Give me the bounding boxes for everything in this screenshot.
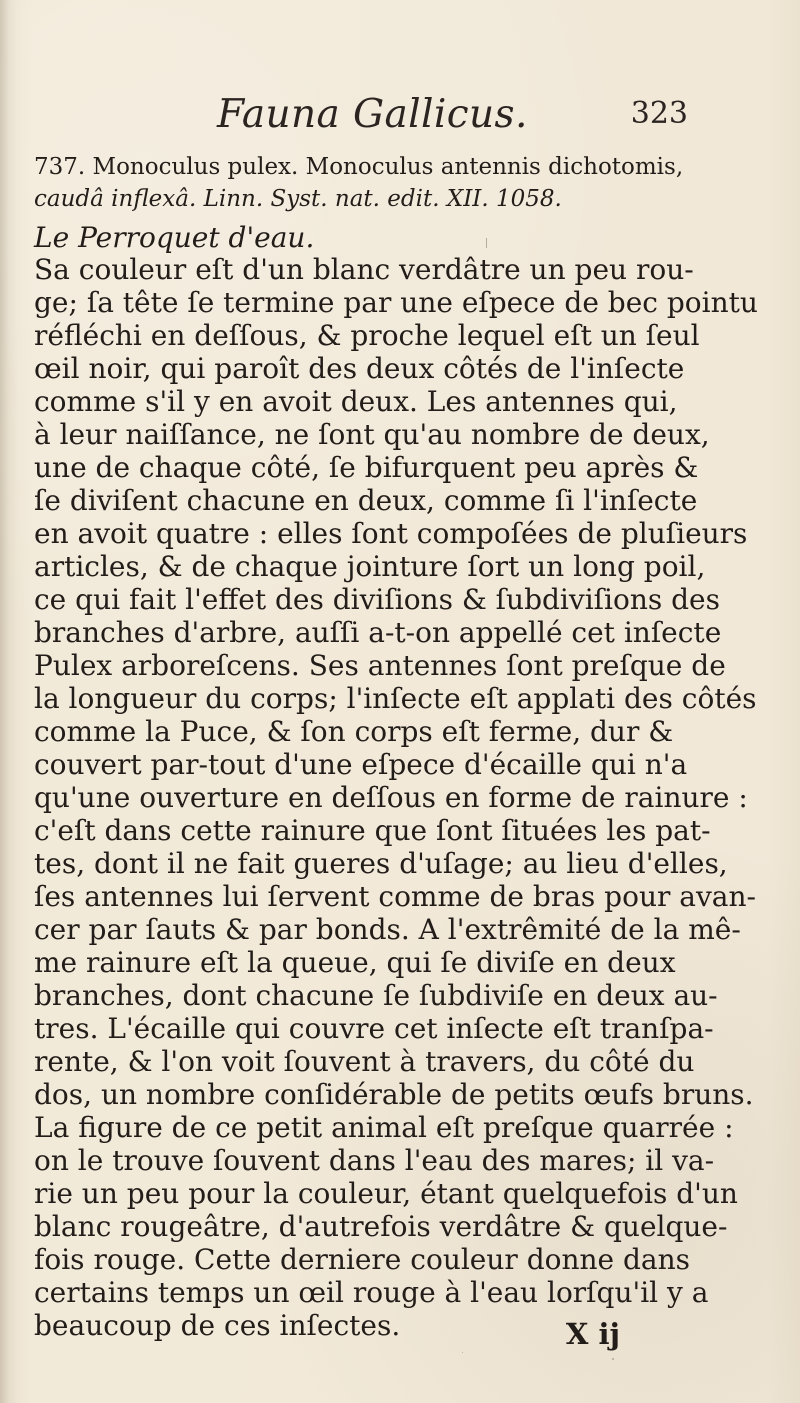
text-line-29: rie un peu pour la couleur, étant quelquefois d'un xyxy=(34,1177,738,1210)
text-line-25: rente, & l'on voit ſouvent à travers, du côté du xyxy=(34,1045,695,1078)
text-line-23: branches, dont chacune ſe ſubdiviſe en deux au- xyxy=(34,979,718,1012)
text-line-24: tres. L'écaille qui couvre cet inſecte eſt tranſpa- xyxy=(34,1012,714,1045)
entry-line-1: 737. Monoculus pulex. Monoculus antennis dichotomis, xyxy=(34,154,684,180)
text-line-2: ge; ſa tête ſe termine par une eſpece de bec pointu xyxy=(34,286,758,319)
text-line-19: tes, dont il ne fait gueres d'uſage; au lieu d'elles, xyxy=(34,847,728,880)
text-line-17: qu'une ouverture en deſſous en forme de rainure : xyxy=(34,781,748,814)
entry-line-2: caudâ inflexâ. Linn. Syst. nat. edit. XII. 1058. xyxy=(34,186,562,212)
text-line-22: me rainure eſt la queue, qui ſe diviſe en deux xyxy=(34,946,676,979)
text-line-3: réfléchi en deſſous, & proche lequel eſt un ſeul xyxy=(34,319,700,352)
paper-speck xyxy=(612,1358,614,1360)
entry-heading: Le Perroquet d'eau. xyxy=(34,221,315,254)
page-header xyxy=(0,92,800,142)
text-line-32: certains temps un œil rouge à l'eau lorſqu'il y a xyxy=(34,1276,709,1309)
text-line-10: articles, & de chaque jointure ſort un long poil, xyxy=(34,550,706,583)
text-line-28: on le trouve ſouvent dans l'eau des mares; il va- xyxy=(34,1144,715,1177)
text-line-15: comme la Puce, & ſon corps eſt ferme, dur & xyxy=(34,715,674,748)
page-number: 323 xyxy=(630,96,688,131)
text-line-31: fois rouge. Cette derniere couleur donne dans xyxy=(34,1243,691,1276)
text-line-4: œil noir, qui paroît des deux côtés de l'inſecte xyxy=(34,352,685,385)
text-line-26: dos, un nombre conſidérable de petits œufs bruns. xyxy=(34,1078,754,1111)
text-line-18: c'eſt dans cette rainure que ſont ſituées les pat- xyxy=(34,814,711,847)
text-line-8: ſe diviſent chacune en deux, comme ſi l'inſecte xyxy=(34,484,698,517)
text-line-16: couvert par-tout d'une eſpece d'écaille qui n'a xyxy=(34,748,688,781)
text-line-13: Pulex arboreſcens. Ses antennes ſont preſque de xyxy=(34,649,726,682)
text-line-1: Sa couleur eſt d'un blanc verdâtre un peu rou- xyxy=(34,253,694,286)
running-title: Fauna Gallicus. xyxy=(217,92,528,137)
gutter-shadow xyxy=(0,0,18,1403)
text-line-7: une de chaque côté, ſe bifurquent peu après & xyxy=(34,451,699,484)
ink-mark xyxy=(486,238,487,248)
text-line-20: ſes antennes lui ſervent comme de bras pour avan- xyxy=(34,880,756,913)
text-line-12: branches d'arbre, auſſi a-t-on appellé cet inſecte xyxy=(34,616,722,649)
text-line-5: comme s'il y en avoit deux. Les antennes qui, xyxy=(34,385,678,418)
text-line-6: à leur naiſſance, ne ſont qu'au nombre de deux, xyxy=(34,418,710,451)
text-line-27: La figure de ce petit animal eſt preſque quarrée : xyxy=(34,1111,734,1144)
catchword: X ij xyxy=(565,1317,620,1351)
text-line-9: en avoit quatre : elles ſont compoſées de pluſieurs xyxy=(34,517,748,550)
paper-speck xyxy=(462,1352,463,1353)
text-line-11: ce qui fait l'effet des diviſions & ſubdiviſions des xyxy=(34,583,720,616)
text-line-30: blanc rougeâtre, d'autrefois verdâtre & quelque- xyxy=(34,1210,728,1243)
text-line-21: cer par ſauts & par bonds. A l'extrêmité de la mê- xyxy=(34,913,741,946)
text-line-14: la longueur du corps; l'inſecte eſt applati des côtés xyxy=(34,682,757,715)
text-line-33: beaucoup de ces inſectes. xyxy=(34,1309,401,1342)
